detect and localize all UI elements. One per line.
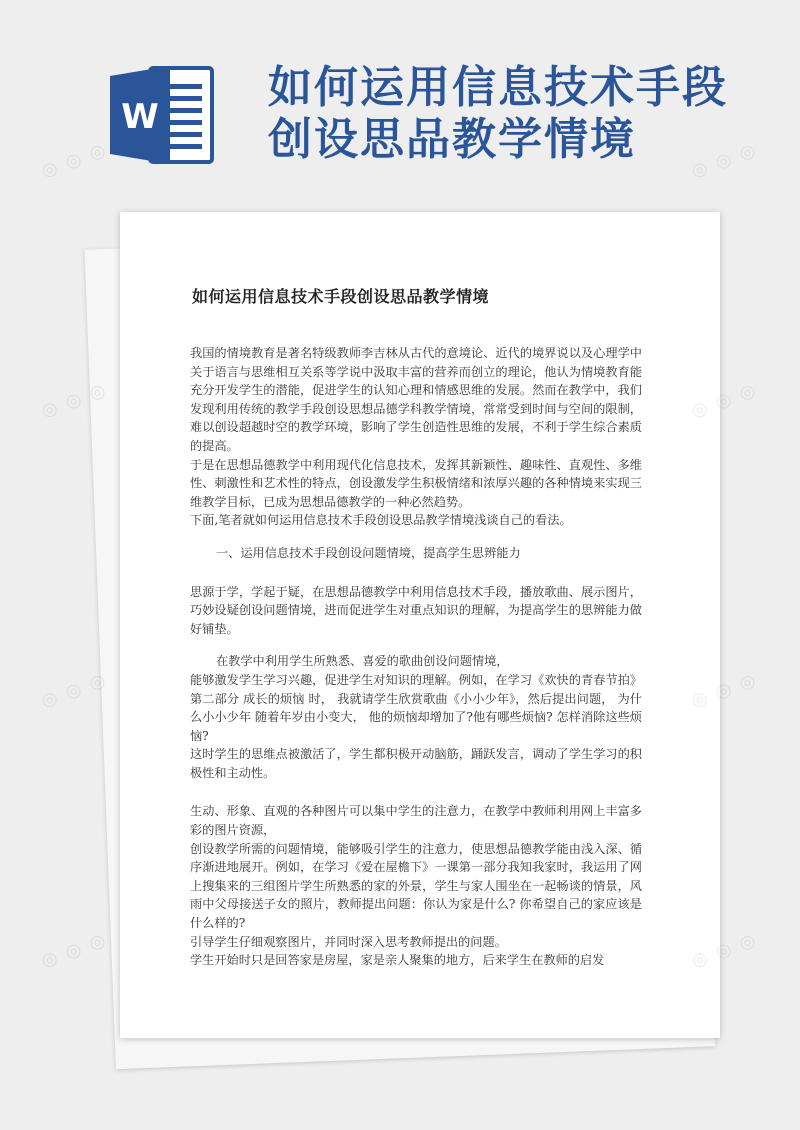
paragraph: 于是在思想品德教学中利用现代化信息技术，发挥其新颖性、趣味性、直观性、多维性、刺激性和艺术性的特点，创设激发学生积极情绪和浓厚兴趣的各种情境来实现三维教学目标，已成为思想品德教学的一种必然趋势。 — [190, 457, 642, 509]
paragraph: 思源于学，学起于疑，在思想品德教学中利用信息技术手段，播放歌曲、展示图片，巧妙设疑创设问题情境，进而促进学生对重点知识的理解，为提高学生的思辨能力做好铺垫。 — [190, 584, 642, 636]
word-document-icon — [108, 62, 218, 168]
paragraph: 在教学中利用学生所熟悉、喜爱的歌曲创设问题情境， — [216, 654, 509, 669]
paragraph: 生动、形象、直观的各种图片可以集中学生的注意力，在教学中教师利用网上丰富多彩的图片资源， — [190, 804, 642, 838]
document-body — [190, 344, 642, 970]
paragraph: 引导学生仔细观察图片，并同时深入思考教师提出的问题。 — [190, 934, 507, 949]
page-title: 如何运用信息技术手段创设思品教学情境 — [192, 287, 490, 306]
paragraph: 能够激发学生学习兴趣，促进学生对知识的理解。例如，在学习《欢快的青春节拍》第二部分 成长的烦恼 时， 我就请学生欣赏歌曲《小小少年》，然后提出问题， 为什么小小少年 随着年岁由小变大， 他的烦恼却增加了?他有哪些烦恼? 怎样消除这些烦恼? — [190, 672, 642, 743]
svg-text:W: W — [121, 97, 159, 137]
paragraph: 下面,笔者就如何运用信息技术手段创设思品教学情境浅谈自己的看法。 — [190, 513, 572, 528]
banner-title-line1: 如何运用信息技术手段 — [268, 62, 728, 113]
paragraph: 我国的情境教育是著名特级教师李吉林从古代的意境论、近代的境界说以及心理学中关于语言与思维相互关系等学说中汲取丰富的营养而创立的理论，他认为情境教育能充分开发学生的潜能，促进学生的认知心理和情感思维的发展。然而在教学中，我们发现利用传统的教学手段创设思想品德学科教学情境，常常受到时间与空间的限制，难以创设超越时空的教学环境，影响了学生创造性思维的发展，不利于学生综合素质的提高。 — [190, 346, 642, 453]
paragraph: 创设教学所需的问题情境，能够吸引学生的注意力，使思想品德教学能由浅入深、循序渐进地展开。例如，在学习《爱在屋檐下》一课第一部分我知我家时，我运用了网上搜集来的三组图片学生所熟悉的家的外景，学生与家人围坐在一起畅谈的情景，风雨中父母接送子女的照片，教师提出问题：你认为家是什么? 你希望自己的家应该是什么样的? — [190, 841, 642, 931]
banner-title-line2: 创设思品教学情境 — [268, 114, 636, 165]
banner-title — [268, 62, 768, 166]
paragraph: 学生开始时只是回答家是房屋，家是亲人聚集的地方，后来学生在教师的启发 — [190, 953, 605, 968]
header-banner — [0, 0, 800, 200]
document-page — [120, 212, 720, 1038]
section-heading: 一、运用信息技术手段创设问题情境，提高学生思辨能力 — [216, 545, 521, 560]
paragraph: 这时学生的思维点被激活了，学生都积极开动脑筋，踊跃发言，调动了学生学习的积极性和主动性。 — [190, 747, 642, 780]
